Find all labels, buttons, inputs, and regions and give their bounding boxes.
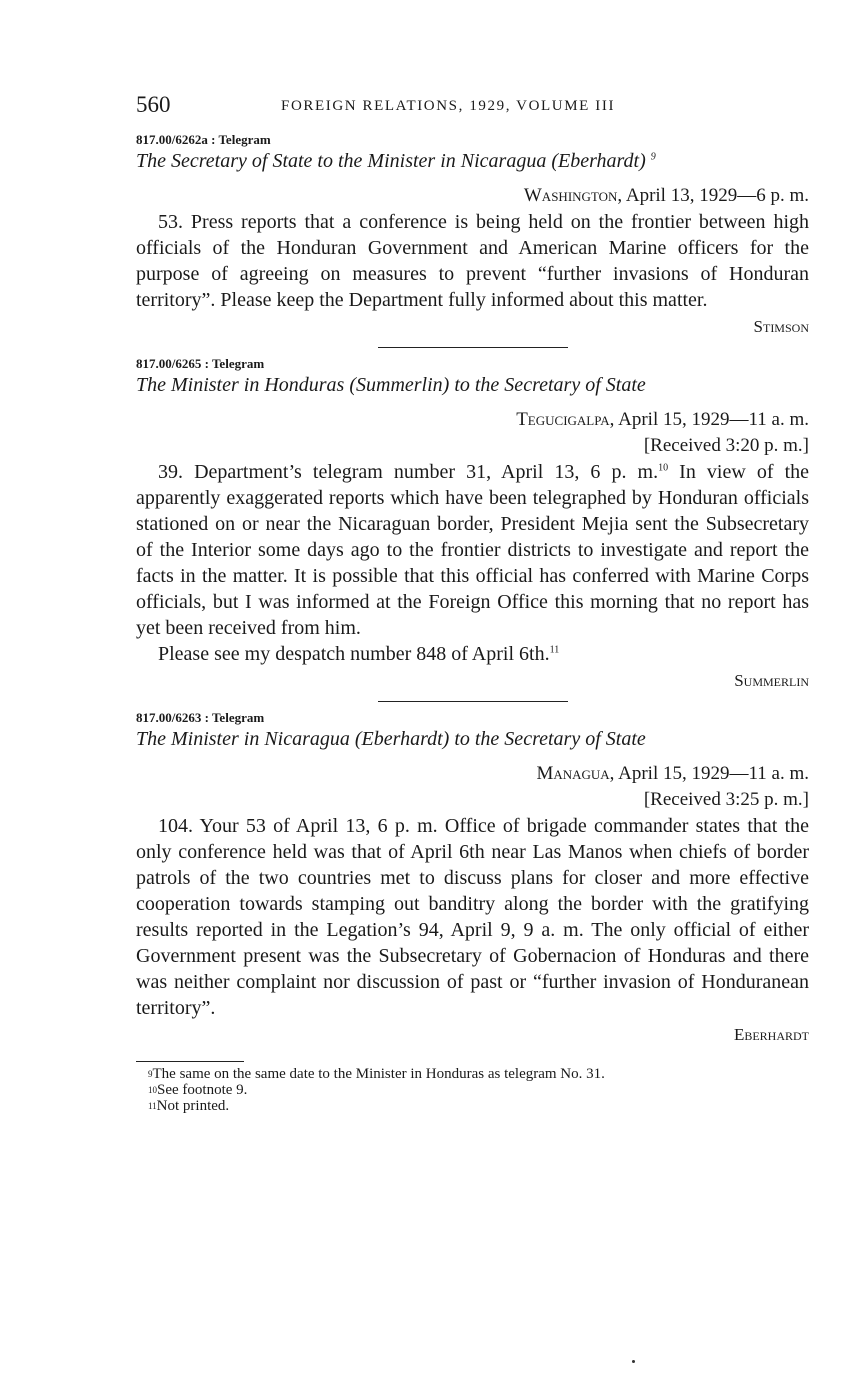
footnote-text: Not printed. (156, 1098, 230, 1114)
body-paragraph (136, 641, 809, 667)
ink-speck (632, 1360, 635, 1363)
telegram-title (136, 150, 809, 173)
dateline (136, 183, 809, 209)
footnote-number: 10 (148, 1085, 157, 1095)
dateline-date: , April 13, 1929—6 p. m. (617, 185, 809, 206)
paragraph-text: Please see my despatch number 848 of April 6th. (158, 643, 550, 665)
telegram-title: The Minister in Nicaragua (Eberhardt) to the Secretary of State (136, 728, 646, 750)
document-page (136, 92, 809, 1114)
telegram-3 (136, 710, 809, 1045)
title-text: The Secretary of State to the Minister in Nicaragua (Eberhardt) (136, 150, 646, 172)
body-paragraph: 53. Press reports that a conference is being held on the frontier between high officials of the Honduran Government and American Marine officers for the purpose of agreeing on measures to prevent “further invasions of Honduran territory”. Please keep the Department fully informed about this matter. (136, 211, 809, 311)
received-time: [Received 3:20 p. m.] (643, 435, 809, 456)
body-paragraph (136, 459, 809, 641)
footnote (136, 1066, 809, 1082)
footnote (136, 1098, 809, 1114)
dateline-place: Managua (536, 763, 610, 784)
footnote-mark: 11 (549, 644, 560, 656)
file-reference: 817.00/6263 : Telegram (136, 710, 265, 725)
signature: Summerlin (734, 671, 809, 690)
footnote-rule (136, 1061, 244, 1062)
dateline-place: Tegucigalpa (516, 409, 610, 430)
body-paragraph: 104. Your 53 of April 13, 6 p. m. Office of brigade commander states that the only conference held was that of April 6th near Las Manos when chiefs of border patrols of the two countries met to discuss plans for closer and more effective cooperation towards stamping out banditry along the border with the gratifying results reported in the Legation’s 94, April 9, 9 a. m. The only official of either Government present was the Subsecretary of Gobernacion of Honduras and there was neither complaint nor discussion of past or “further invasion of Honduranean territory”. (136, 815, 809, 1019)
section-divider (378, 701, 568, 702)
footnote-text: See footnote 9. (157, 1082, 248, 1098)
file-reference: 817.00/6262a : Telegram (136, 132, 271, 147)
running-head (136, 92, 809, 122)
paragraph-rest: In view of the apparently exaggerated reports which have been telegraphed by Honduran officials stationed on or near the Nicaraguan border, President Mejia sent the Subsecretary of the Interior some days ago to the frontier districts to investigate and report the facts in the matter. It is possible that this official has conferred with Marine Corps officials, but I was informed at the Foreign Office this morning that no report has yet been received from him. (136, 461, 809, 639)
dateline-date: , April 15, 1929—11 a. m. (609, 409, 809, 430)
footnote-number: 9 (148, 1069, 153, 1079)
footnotes (136, 1066, 809, 1114)
footnote-text: The same on the same date to the Minister in Honduras as telegram No. 31. (152, 1066, 605, 1082)
footnote-number: 11 (148, 1101, 157, 1111)
file-reference: 817.00/6265 : Telegram (136, 356, 265, 371)
dateline-place: Washington (523, 185, 618, 206)
dateline (136, 761, 809, 787)
dateline (136, 407, 809, 433)
page-number: 560 (136, 92, 171, 117)
footnote-mark: 9 (650, 151, 656, 163)
dateline-date: , April 15, 1929—11 a. m. (609, 763, 809, 784)
section-divider (378, 347, 568, 348)
signature: Stimson (753, 317, 809, 336)
signature: Eberhardt (733, 1025, 809, 1044)
telegram-1 (136, 132, 809, 337)
footnote-mark: 10 (658, 462, 669, 474)
paragraph-start: 39. Department’s telegram number 31, April 13, 6 p. m. (158, 461, 659, 483)
footnote (136, 1082, 809, 1098)
running-title: FOREIGN RELATIONS, 1929, VOLUME III (281, 98, 616, 114)
received-time: [Received 3:25 p. m.] (643, 789, 809, 810)
telegram-2 (136, 356, 809, 691)
telegram-title: The Minister in Honduras (Summerlin) to the Secretary of State (136, 374, 646, 396)
